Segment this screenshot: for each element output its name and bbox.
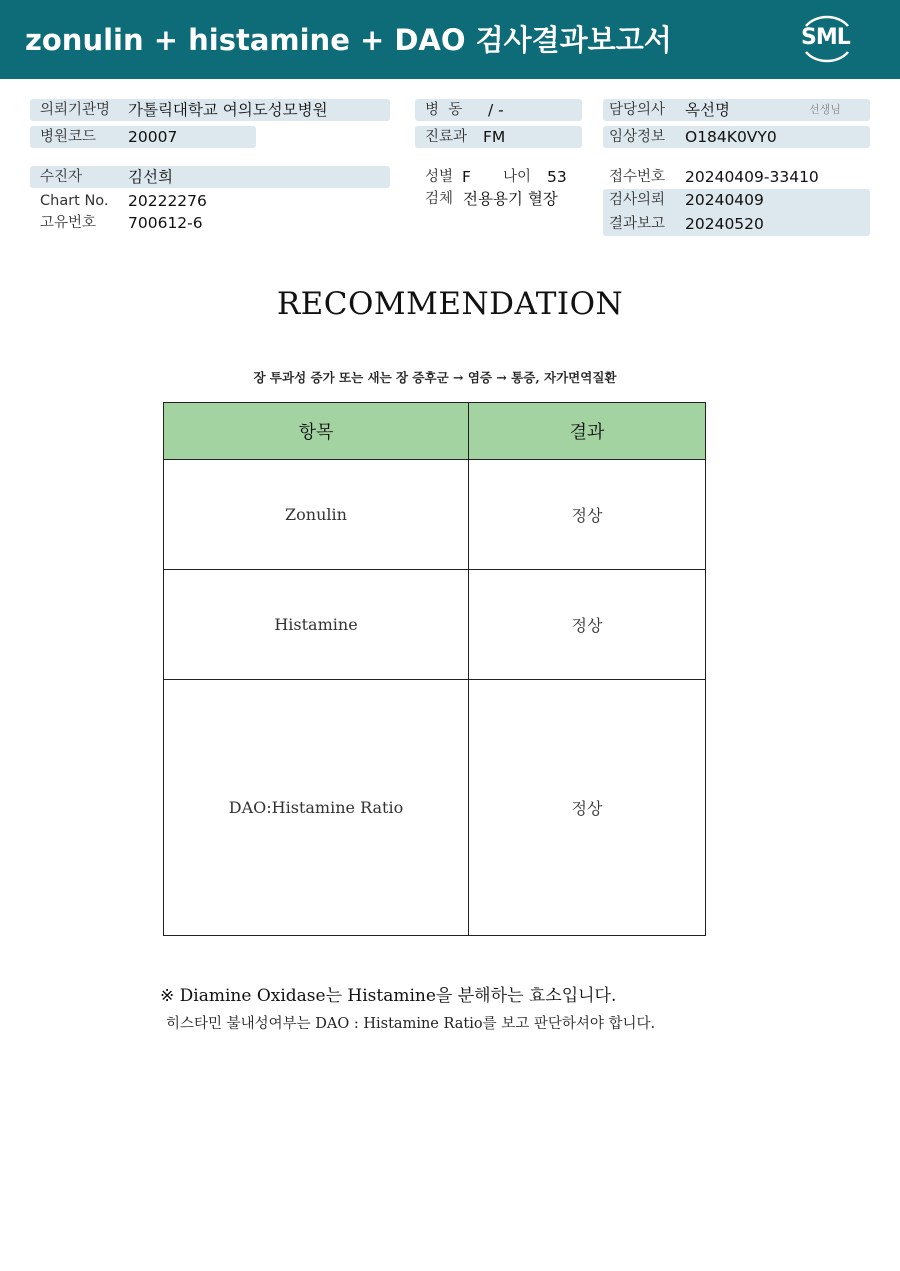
receipt-value: 20240409-33410 bbox=[685, 168, 819, 186]
table-row bbox=[164, 570, 706, 680]
table-header-row bbox=[164, 403, 706, 460]
ward-label: 병 동 bbox=[425, 102, 463, 118]
hospital-code-label: 병원코드 bbox=[40, 129, 97, 145]
patient-value: 김선희 bbox=[128, 168, 173, 186]
department-field bbox=[415, 126, 582, 148]
report-label: 결과보고 bbox=[609, 216, 666, 232]
institution-value: 가톨릭대학교 여의도성모병원 bbox=[128, 101, 328, 119]
row-item: Zonulin bbox=[164, 460, 469, 570]
request-value: 20240409 bbox=[685, 191, 764, 209]
age-value: 53 bbox=[547, 168, 567, 186]
unique-id-field bbox=[30, 212, 390, 234]
doctor-value: 옥선명 bbox=[685, 101, 730, 119]
institution-field bbox=[30, 99, 390, 121]
receipt-field bbox=[603, 166, 870, 188]
column-header-result: 결과 bbox=[469, 403, 706, 460]
row-item: Histamine bbox=[164, 570, 469, 680]
hospital-code-field bbox=[30, 126, 256, 148]
sex-age-field bbox=[415, 166, 582, 188]
table-row bbox=[164, 680, 706, 936]
logo-text: SML bbox=[801, 25, 850, 50]
specimen-label: 검체 bbox=[425, 191, 454, 207]
request-report-field bbox=[603, 189, 870, 236]
report-header bbox=[0, 0, 900, 79]
column-header-item: 항목 bbox=[164, 403, 469, 460]
doctor-label: 담당의사 bbox=[609, 102, 666, 118]
unique-id-label: 고유번호 bbox=[40, 215, 97, 231]
report-value: 20240520 bbox=[685, 215, 764, 233]
sex-value: F bbox=[462, 168, 471, 186]
row-result: 정상 bbox=[469, 680, 706, 936]
clinical-info-value: O184K0VY0 bbox=[685, 128, 777, 146]
specimen-field bbox=[415, 188, 582, 210]
patient-label: 수진자 bbox=[40, 169, 83, 185]
sex-label: 성별 bbox=[425, 169, 454, 185]
table-row bbox=[164, 460, 706, 570]
row-item: DAO:Histamine Ratio bbox=[164, 680, 469, 936]
specimen-value: 전용용기 혈장 bbox=[463, 190, 558, 208]
ward-field bbox=[415, 99, 582, 121]
sml-logo bbox=[798, 12, 854, 66]
department-value: FM bbox=[483, 128, 506, 146]
report-title: zonulin + histamine + DAO 검사결과보고서 bbox=[25, 23, 672, 57]
doctor-field bbox=[603, 99, 870, 121]
unique-id-value: 700612-6 bbox=[128, 214, 203, 232]
request-label: 검사의뢰 bbox=[609, 192, 666, 208]
department-label: 진료과 bbox=[425, 129, 468, 145]
institution-label: 의뢰기관명 bbox=[40, 102, 111, 118]
results-table bbox=[163, 402, 706, 936]
note-line-1: ※ Diamine Oxidase는 Histamine을 분해하는 효소입니다. bbox=[160, 986, 617, 1006]
recommendation-subtitle: 장 투과성 증가 또는 새는 장 증후군 → 염증 → 통증, 자가면역질환 bbox=[253, 370, 617, 385]
clinical-info-field bbox=[603, 126, 870, 148]
doctor-suffix: 선생님 bbox=[809, 103, 841, 116]
hospital-code-value: 20007 bbox=[128, 128, 178, 146]
note-line-2: 히스타민 불내성여부는 DAO : Histamine Ratio를 보고 판단하셔야 합니다. bbox=[166, 1016, 656, 1032]
clinical-info-label: 임상정보 bbox=[609, 129, 666, 145]
ward-value: / - bbox=[488, 101, 504, 119]
chart-value: 20222276 bbox=[128, 192, 207, 210]
row-result: 정상 bbox=[469, 570, 706, 680]
recommendation-title: RECOMMENDATION bbox=[276, 286, 624, 322]
chart-label: Chart No. bbox=[40, 193, 109, 209]
chart-field bbox=[30, 190, 390, 212]
receipt-label: 접수번호 bbox=[609, 169, 666, 185]
patient-field bbox=[30, 166, 390, 188]
age-label: 나이 bbox=[503, 169, 532, 185]
row-result: 정상 bbox=[469, 460, 706, 570]
